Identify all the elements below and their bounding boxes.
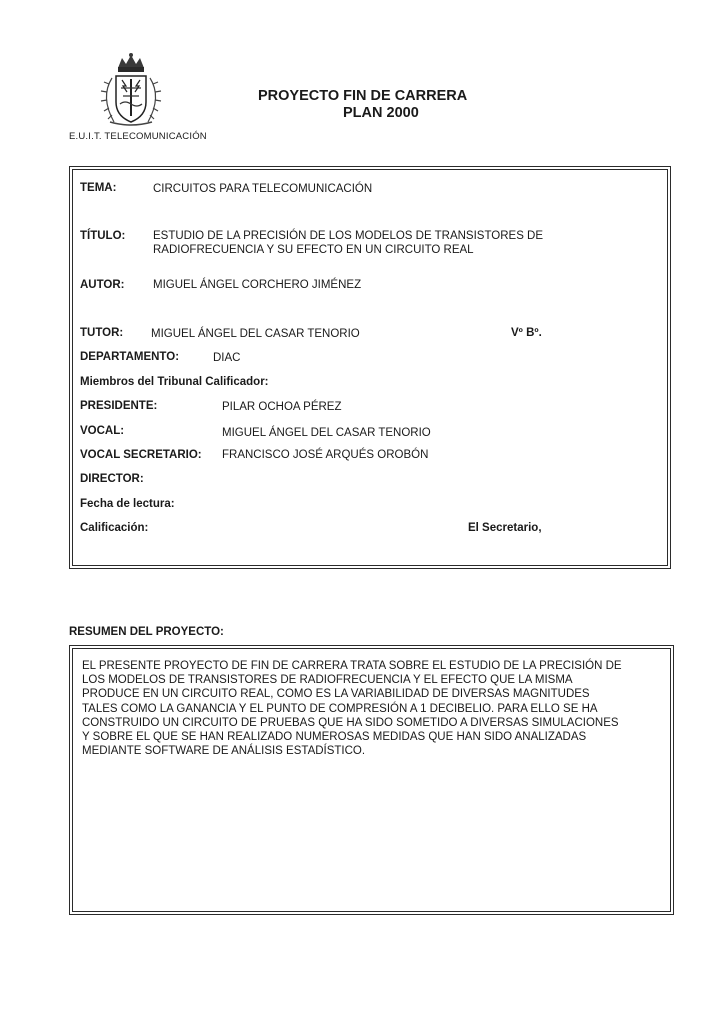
- resumen-heading: RESUMEN DEL PROYECTO:: [69, 626, 224, 638]
- fecha-label: Fecha de lectura:: [80, 498, 175, 510]
- el-secretario-label: El Secretario,: [468, 522, 542, 534]
- resumen-line: EL PRESENTE PROYECTO DE FIN DE CARRERA TRATA SOBRE EL ESTUDIO DE LA PRECISIÓN DE: [82, 660, 622, 672]
- resumen-line: Y SOBRE EL QUE SE HAN REALIZADO NUMEROSAS MEDIDAS QUE HAN SIDO ANALIZADAS: [82, 731, 587, 744]
- secretario-label: VOCAL SECRETARIO:: [80, 449, 202, 461]
- tema-label: TEMA:: [80, 182, 117, 194]
- presidente-label: PRESIDENTE:: [80, 400, 158, 412]
- presidente-value: PILAR OCHOA PÉREZ: [222, 401, 342, 413]
- resumen-line: TALES COMO LA GANANCIA Y EL PUNTO DE COMPRESIÓN A 1 DECIBELIO. PARA ELLO SE HA: [82, 702, 598, 715]
- coat-of-arms-icon: [92, 52, 170, 130]
- tutor-label: TUTOR:: [80, 327, 124, 339]
- resumen-line: CONSTRUIDO UN CIRCUITO DE PRUEBAS QUE HA SIDO SOMETIDO A DIVERSAS SIMULACIONES: [82, 716, 619, 729]
- tema-value: CIRCUITOS PARA TELECOMUNICACIÓN: [153, 183, 373, 195]
- titulo-value-line2: RADIOFRECUENCIA Y SU EFECTO EN UN CIRCUITO REAL: [153, 244, 474, 256]
- titulo-label: TÍTULO:: [80, 230, 126, 242]
- resumen-line: PRODUCE EN UN CIRCUITO REAL, COMO ES LA VARIABILIDAD DE DIVERSAS MAGNITUDES: [82, 688, 590, 701]
- departamento-label: DEPARTAMENTO:: [80, 351, 180, 363]
- autor-label: AUTOR:: [80, 279, 125, 291]
- resumen-line: MEDIANTE SOFTWARE DE ANÁLISIS ESTADÍSTICO.: [82, 745, 366, 758]
- director-label: DIRECTOR:: [80, 473, 144, 485]
- school-name: E.U.I.T. TELECOMUNICACIÓN: [69, 131, 207, 142]
- titulo-value-line1: ESTUDIO DE LA PRECISIÓN DE LOS MODELOS DE TRANSISTORES DE: [153, 230, 544, 242]
- vocal-value: MIGUEL ÁNGEL DEL CASAR TENORIO: [222, 427, 431, 439]
- vocal-label: VOCAL:: [80, 425, 125, 437]
- calificacion-label: Calificación:: [80, 522, 149, 534]
- resumen-text: [82, 659, 662, 758]
- vobo-label: Vº Bº.: [511, 327, 542, 339]
- resumen-line: LOS MODELOS DE TRANSISTORES DE RADIOFRECUENCIA Y EL EFECTO QUE LA MISMA: [82, 674, 573, 687]
- departamento-value: DIAC: [213, 352, 241, 364]
- tutor-value: MIGUEL ÁNGEL DEL CASAR TENORIO: [151, 328, 360, 340]
- secretario-value: FRANCISCO JOSÉ ARQUÉS OROBÓN: [222, 449, 429, 461]
- tribunal-label: Miembros del Tribunal Calificador:: [80, 376, 269, 388]
- plan-subtitle: PLAN 2000: [343, 105, 419, 121]
- page-title: PROYECTO FIN DE CARRERA: [258, 88, 468, 104]
- autor-value: MIGUEL ÁNGEL CORCHERO JIMÉNEZ: [153, 279, 362, 291]
